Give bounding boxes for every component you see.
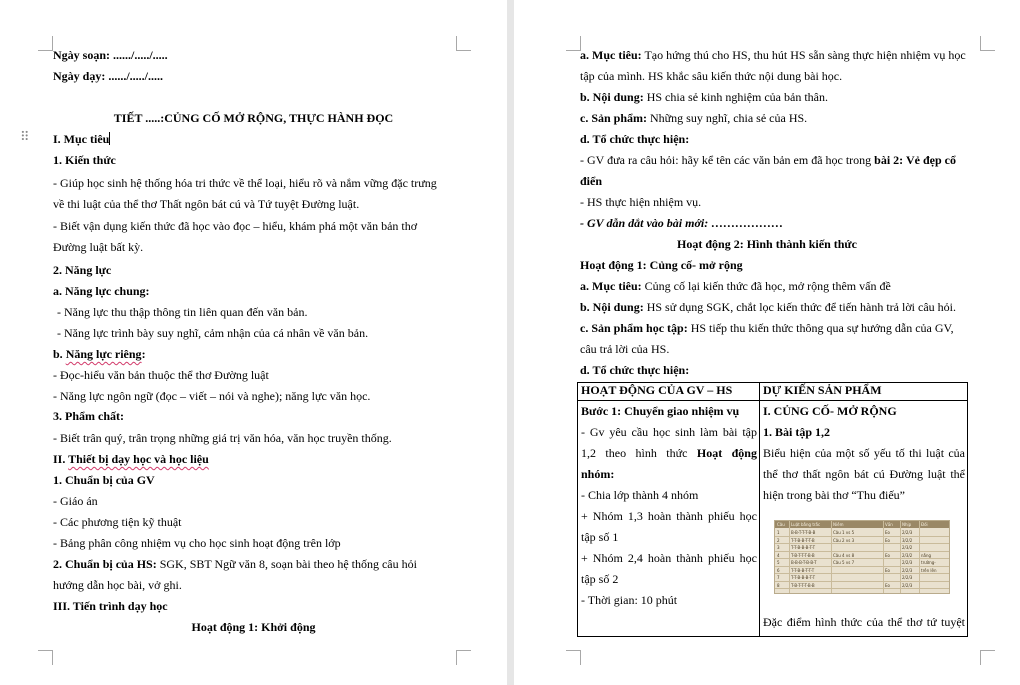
embedded-table-cell: 5 [777, 560, 780, 565]
text-line: - Các phương tiện kỹ thuật [53, 515, 182, 529]
text-line: câu trả lời của HS. [580, 342, 670, 356]
text-line: - GV đưa ra câu hỏi: hãy kể tên các văn bản em đã học trong bài 2: Vẻ đẹp cổ [580, 153, 956, 167]
embedded-table-gridline [919, 521, 920, 593]
heading-process: III. Tiến trình dạy học [53, 599, 168, 613]
embedded-table-cell: Eo [885, 567, 890, 573]
embedded-table-header: Câu [777, 522, 785, 527]
embedded-table-gridline [775, 573, 949, 574]
heading-qualities: 3. Phẩm chất: [53, 409, 124, 423]
embedded-table-cell: Eo [885, 582, 890, 588]
embedded-table-cell: 2 [777, 537, 780, 543]
embedded-table-cell: trên lên [921, 567, 937, 573]
table-cell: tập số 1 [581, 530, 619, 544]
embedded-table-cell: Câu 5 vs 7 [833, 560, 855, 565]
crop-mark [980, 650, 995, 665]
embedded-table-cell: 2/3/2 [902, 545, 913, 550]
embedded-table-cell: 3/2/2 [902, 537, 913, 543]
embedded-table-cell: Eo [885, 552, 890, 558]
embedded-table-cell: 3 [777, 545, 780, 550]
drag-handle-icon[interactable]: ⠿ [20, 129, 31, 144]
text-line: hướng dẫn học bài, vở ghi. [53, 578, 182, 592]
embedded-table-gridline [775, 581, 949, 582]
embedded-table-cell: 2/2/3 [902, 575, 913, 580]
objective-line: a. Mục tiêu: Tạo hứng thú cho HS, thu hút HS sẵn sàng thực hiện nhiệm vụ học [580, 48, 966, 62]
prep-date: Ngày soạn: ....../...../..... [53, 48, 168, 62]
heading-organize: d. Tổ chức thực hiện: [580, 132, 690, 146]
embedded-table-cell: Eo [885, 537, 890, 543]
table-cell: hiện trong bài thơ “Thu điếu” [763, 488, 905, 502]
embedded-table-cell: T-B-T-T-T-B-B [791, 582, 815, 588]
table-cell: - Chia lớp thành 4 nhóm [581, 488, 699, 502]
embedded-table-cell: 1 [777, 530, 780, 535]
table-cell: - Thời gian: 10 phút [581, 593, 678, 607]
embedded-table-cell: 6 [777, 567, 780, 573]
embedded-table-gridline [775, 588, 949, 589]
crop-mark [456, 36, 471, 51]
embedded-table-header: Nhịp [902, 522, 912, 527]
activity-table [577, 382, 968, 637]
embedded-table-cell: T-B-T-T-T-B-B [791, 552, 815, 558]
embedded-table-header: Luật bằng trắc [791, 522, 821, 527]
embedded-table-cell: Eo [885, 530, 890, 535]
embedded-table-cell: 4 [777, 552, 780, 558]
text-line: - Năng lực ngôn ngữ (đọc – viết – nói và nghe); năng lực văn học. [53, 389, 371, 403]
text-line: - Biết trân quý, trân trọng những giá trị văn hóa, văn học truyền thống. [53, 431, 392, 445]
embedded-table-cell: 2/3/2 [902, 552, 913, 558]
text-line: - HS thực hiện nhiệm vụ. [580, 195, 702, 209]
text-line: - Đọc-hiểu văn bản thuộc thể thơ Đường luật [53, 368, 269, 382]
text-line: - Năng lực trình bày suy nghĩ, cảm nhận của cá nhân về văn bản. [57, 326, 369, 340]
spellcheck-mark[interactable]: Thiết bị dạy học và học liệu [68, 452, 209, 466]
table-cell: Đặc điểm hình thức của thể thơ tứ tuyệt [763, 615, 965, 629]
heading-consolidate: Hoạt động 1: Củng cố- mở rộng [580, 258, 743, 272]
embedded-table-cell: Câu 2 vs 3 [833, 537, 855, 543]
embedded-table-cell: 2/2/3 [902, 582, 913, 588]
text-line: - Bảng phân công nhiệm vụ cho học sinh hoạt động trên lớp [53, 536, 341, 550]
table-cell: Bước 1: Chuyển giao nhiệm vụ [581, 404, 740, 418]
embedded-table-header: Niêm [833, 522, 844, 527]
embedded-table-cell: Câu 4 vs 8 [833, 552, 855, 558]
embedded-table-gridline [900, 521, 901, 593]
content-line: b. Nội dung: HS sử dụng SGK, chắt lọc kiến thức để tiến hành trả lời câu hỏi. [580, 300, 956, 314]
document-page-right [514, 0, 1020, 685]
document-page-left [0, 0, 507, 685]
crop-mark [980, 36, 995, 51]
table-cell: Biểu hiện của một số yếu tố thi luật của [763, 446, 965, 460]
embedded-table-cell: Câu 1 vs 5 [833, 530, 855, 535]
table-cell: 1,2 theo hình thức Hoạt động [581, 446, 757, 460]
table-cell: nhóm: [581, 467, 615, 481]
product-line: c. Sản phẩm: Những suy nghĩ, chia sẻ của HS. [580, 111, 808, 125]
crop-mark [38, 650, 53, 665]
embedded-table-gridline [775, 566, 949, 567]
lesson-title: TIẾT .....:CỦNG CỐ MỞ RỘNG, THỰC HÀNH ĐỌC [113, 111, 394, 125]
objective-line: a. Mục tiêu: Củng cố lại kiến thức đã học, mở rộng thêm vấn đề [580, 279, 891, 293]
heading-activity-2: Hoạt động 2: Hình thành kiến thức [677, 237, 857, 251]
heading-teacher-prep: 1. Chuẩn bị của GV [53, 473, 155, 487]
crop-mark [456, 650, 471, 665]
heading-general-competence: a. Năng lực chung: [53, 284, 150, 298]
embedded-table-gridline [775, 558, 949, 559]
text-line: tập của mình. HS khắc sâu kiến thức nội dung bài học. [580, 69, 843, 83]
embedded-table-cell: B-B-B-T-B-B-T [791, 560, 817, 565]
table-header: HOẠT ĐỘNG CỦA GV – HS [581, 383, 733, 397]
embedded-table-header: Đối [921, 522, 928, 527]
text-line: Đường luật bất kỳ. [53, 240, 144, 254]
table-cell: thể thơ thất ngôn bát cú Đường luật thể [763, 467, 965, 481]
text-line: - Biết vận dụng kiến thức đã học vào đọc – hiểu, khám phá một văn bản thơ [53, 219, 418, 233]
text-line: về thi luật của thể thơ Thất ngôn bát cú và Tứ tuyệt Đường luật. [53, 197, 360, 211]
crop-mark [38, 36, 53, 51]
text-line: - GV dẫn dắt vào bài mới: ……………… [580, 216, 784, 230]
embedded-table-gridline [775, 543, 949, 544]
embedded-table-cell: T-T-B-B-B-T-T [791, 545, 816, 550]
embedded-table-gridline [883, 521, 884, 593]
heading-knowledge: 1. Kiến thức [53, 153, 116, 167]
embedded-table-gridline [775, 536, 949, 537]
crop-mark [566, 36, 581, 51]
heading-activity-1: Hoạt động 1: Khởi động [191, 620, 316, 634]
heading-competence: 2. Năng lực [53, 263, 112, 277]
heading-objectives[interactable]: I. Mục tiêu [53, 132, 110, 146]
embedded-table-cell: trường- [921, 560, 936, 565]
content-line: b. Nội dung: HS chia sẻ kinh nghiệm của bản thân. [580, 90, 828, 104]
text-cursor [109, 132, 110, 145]
product-line: c. Sản phẩm học tập: HS tiếp thu kiến thức thông qua sự hướng dẫn của GV, [580, 321, 954, 335]
heading-organize: d. Tổ chức thực hiện: [580, 363, 690, 377]
embedded-table-cell: 2/2/3 [902, 530, 913, 535]
text-line: - Giáo án [53, 494, 98, 508]
embedded-table-image[interactable] [774, 520, 950, 594]
embedded-table-cell: 7 [777, 575, 780, 580]
table-cell: + Nhóm 2,4 hoàn thành phiếu học [581, 551, 757, 565]
embedded-table-cell: 2/2/3 [902, 560, 913, 565]
embedded-table-cell: B-B-T-T-T-B-B [791, 530, 816, 535]
embedded-table-cell: 8 [777, 582, 780, 588]
text-line: điển [580, 174, 603, 188]
embedded-table-header: Vần [885, 522, 893, 527]
embedded-table-gridline [789, 521, 790, 593]
embedded-table-cell: T-T-B-B-B-T-T [791, 575, 816, 580]
text-line: - Năng lực thu thập thông tin liên quan đến văn bản. [57, 305, 308, 319]
spellcheck-mark[interactable]: Năng lực riêng [65, 347, 142, 361]
crop-mark [566, 650, 581, 665]
student-prep: 2. Chuẩn bị của HS: SGK, SBT Ngữ văn 8, soạn bài theo hệ thống câu hỏi [53, 557, 417, 571]
table-header: DỰ KIẾN SẢN PHẨM [763, 383, 882, 397]
embedded-table-cell: nằng [921, 552, 932, 558]
embedded-table-gridline [775, 551, 949, 552]
table-cell: tập số 2 [581, 572, 619, 586]
heading-equipment: II. Thiết bị dạy học và học liệu [53, 452, 209, 466]
table-cell: I. CỦNG CỐ- MỞ RỘNG [763, 404, 897, 418]
table-cell: - Gv yêu cầu học sinh làm bài tập [581, 425, 757, 439]
embedded-table-cell: T-T-B-B-T-T-B [791, 537, 815, 543]
table-cell: + Nhóm 1,3 hoàn thành phiếu học [581, 509, 757, 523]
embedded-table-cell: T-T-B-B-T-T-T [791, 567, 815, 573]
heading-specific-competence: b. Năng lực riêng: [53, 347, 146, 361]
embedded-table-gridline [831, 521, 832, 593]
table-cell: 1. Bài tập 1,2 [763, 425, 831, 439]
text-line: - Giúp học sinh hệ thống hóa tri thức về thể loại, hiểu rõ và nắm vững đặc trưng [53, 176, 437, 190]
embedded-table-cell: 2/2/3 [902, 567, 913, 573]
teach-date: Ngày dạy: ....../...../..... [53, 69, 164, 83]
